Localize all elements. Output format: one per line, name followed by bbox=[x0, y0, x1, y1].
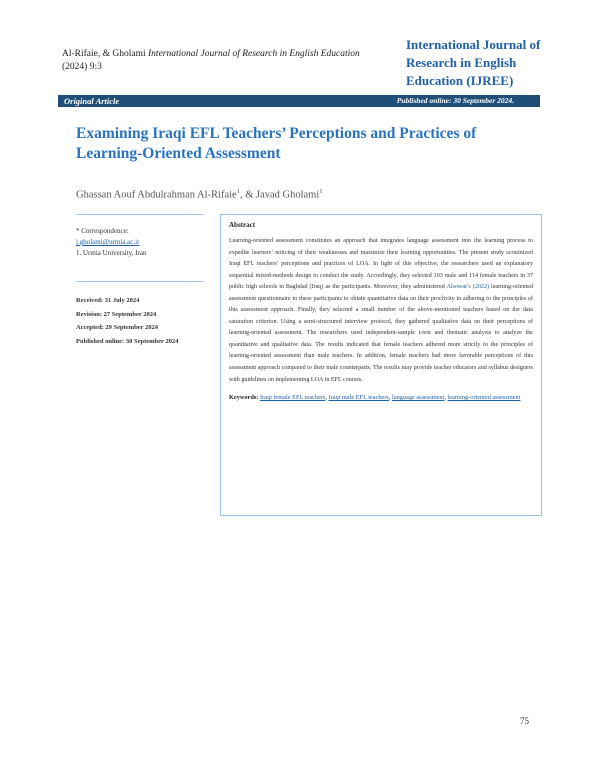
keyword-link[interactable]: language assessment bbox=[392, 394, 445, 402]
keyword-sep: , bbox=[388, 394, 393, 402]
divider bbox=[76, 281, 204, 282]
affiliation-mark: 1 bbox=[319, 188, 323, 195]
citation-volume: (2024) 9:3 bbox=[62, 62, 102, 72]
abstract-text-part: learning-oriented assessment questionnaire to these participants to obtain quantitative data on their proclivity in adhering to the principles of this assessment approach. Finally, they selected a small number of the above-mentioned teachers based on the data saturation criterion. Using a semi-structured interview protocol, they gathered qualitative data on their perceptions of learning-oriented assessment. The researchers used independent-sample t-test and thematic analysis to analyze the quantitative and qualitative data. The results indicated that female teachers adhered more strictly to the principles of learning-oriented assessment than male teachers. In addition, female teachers had more favorable perceptions of this assessment approach compared to their male counterparts. The results may provide teacher educators and syllabus designers with guidelines on implementing LOA in EFL courses. bbox=[229, 284, 533, 383]
published-online: Published online: 30 September 2024. bbox=[396, 96, 514, 105]
keyword-sep: , bbox=[444, 394, 448, 402]
abstract-heading: Abstract bbox=[229, 221, 256, 229]
revision-date: Revision: 27 September 2024 bbox=[76, 310, 157, 318]
article-info-bar bbox=[58, 95, 540, 107]
author-separator: , & bbox=[239, 189, 256, 201]
page-number: 75 bbox=[520, 716, 529, 726]
author-name: Ghassan Aouf Abdulrahman Al-Rifaie bbox=[76, 189, 237, 201]
accepted-date: Accepted: 29 September 2024 bbox=[76, 324, 159, 331]
journal-title: International Journal of Research in English Education (IJREE) bbox=[406, 37, 541, 88]
keyword-link[interactable]: Iraqi female EFL teachers bbox=[259, 394, 326, 402]
published-date: Published online: 30 September 2024 bbox=[76, 337, 179, 345]
abstract-text-part: Learning-oriented assessment constitutes an approach that integrates language assessment into the learning process to expedite learners’ noticing of their weaknesses and maximize their learning opportunities. The present study scrutinized Iraqi EFL teachers’ perceptions and practices of LOA. In light of this objective, the researchers used an explanatory sequential mixed-methods design to conduct the study. Accordingly, they selected 103 male and 114 female teachers in 37 public high schools in Baghdad (Iraq) as the participants. Moreover, they administered bbox=[229, 238, 533, 291]
keyword-link[interactable]: Iraqi male EFL teachers bbox=[328, 394, 389, 402]
keywords bbox=[229, 392, 533, 403]
keyword-link[interactable]: learning-oriented assessment bbox=[447, 394, 521, 402]
citation-authors: Al-Rifaie, & Gholami bbox=[62, 49, 146, 59]
dates-block bbox=[76, 294, 178, 348]
affiliation: 1. Urmia University, Iran bbox=[76, 249, 147, 257]
citation-journal: International Journal of Research in English Education bbox=[148, 49, 360, 59]
received-date: Received: 31 July 2024 bbox=[76, 297, 140, 304]
keywords-label: Keywords: bbox=[229, 394, 259, 402]
citation-link[interactable]: Alsowat’s (2022) bbox=[446, 284, 490, 291]
author-name: Javad Gholami bbox=[255, 189, 320, 201]
affiliation-mark: 1 bbox=[236, 188, 240, 195]
correspondence-block bbox=[76, 226, 147, 259]
correspondence-label: * Correspondence: bbox=[76, 227, 129, 235]
keyword-sep: , bbox=[325, 394, 329, 402]
divider bbox=[76, 214, 204, 215]
email-link[interactable]: j.gholami@urmia.ac.ir bbox=[76, 238, 140, 246]
abstract-box bbox=[220, 214, 542, 516]
abstract-text bbox=[229, 236, 533, 386]
citation-header bbox=[62, 48, 392, 74]
article-type: Original Article bbox=[64, 96, 120, 106]
article-title: Examining Iraqi EFL Teachers’ Perceptions and Practices of Learning-Oriented Assessment bbox=[76, 125, 477, 162]
author-line bbox=[76, 188, 323, 201]
